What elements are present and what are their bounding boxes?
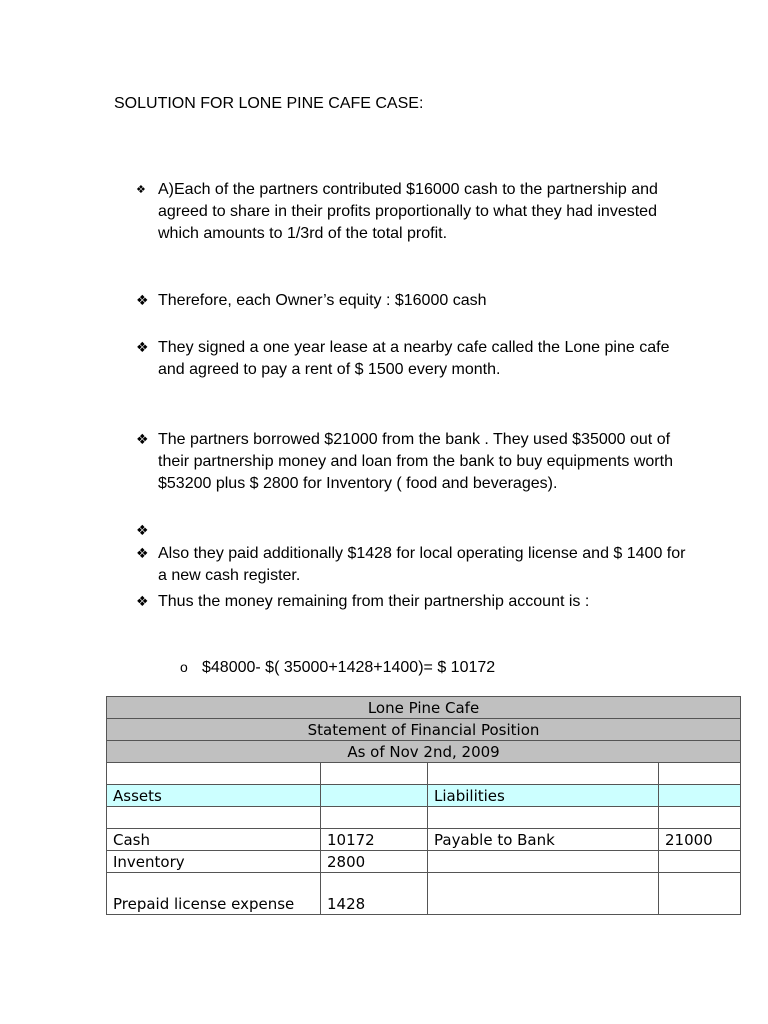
diamond-bullet-icon: ❖ <box>136 594 149 610</box>
bullet-text: Therefore, each Owner’s equity : $16000 cash <box>158 292 487 309</box>
diamond-bullet-icon: ❖ <box>136 546 149 562</box>
statement-date: As of Nov 2nd, 2009 <box>107 741 741 763</box>
company-name: Lone Pine Cafe <box>107 697 741 719</box>
circle-bullet-icon: o <box>180 659 188 675</box>
bullet-text: They signed a one year lease at a nearby cafe called the Lone pine cafe and agreed to pay a rent of $ 1500 every month. <box>158 339 670 378</box>
bullet-item-lease <box>136 337 696 381</box>
diamond-bullet-icon: ❖ <box>136 523 149 539</box>
financial-position-table <box>106 696 741 915</box>
table-row <box>107 829 741 851</box>
liability-value <box>659 873 741 915</box>
bullet-item-equity <box>136 290 696 312</box>
statement-name: Statement of Financial Position <box>107 719 741 741</box>
table-section-row <box>107 785 741 807</box>
bullet-text: The partners borrowed $21000 from the bank . They used $35000 out of their partnership money and loan from the bank to buy equipments worth $53200 plus $ 2800 for Inventory ( food and beverages). <box>158 431 673 492</box>
table-header-row <box>107 719 741 741</box>
diamond-bullet-icon: ❖ <box>136 340 149 356</box>
table-row-blank <box>107 807 741 829</box>
page-title: SOLUTION FOR LONE PINE CAFE CASE: <box>114 95 424 112</box>
table-header-row <box>107 697 741 719</box>
sub-bullet-calculation <box>180 656 495 679</box>
table-header-row <box>107 741 741 763</box>
asset-value: 10172 <box>321 829 428 851</box>
bullet-item-contribution <box>136 179 696 245</box>
asset-value: 2800 <box>321 851 428 873</box>
liability-label <box>428 851 659 873</box>
diamond-bullet-icon: ❖ <box>136 183 146 196</box>
table-row-blank <box>107 763 741 785</box>
asset-value: 1428 <box>321 873 428 915</box>
bullet-item-loan <box>136 429 696 495</box>
asset-label: Prepaid license expense <box>107 873 321 915</box>
calculation-text: $48000- $( 35000+1428+1400)= $ 10172 <box>202 659 496 676</box>
liability-value <box>659 851 741 873</box>
asset-label: Inventory <box>107 851 321 873</box>
liabilities-header: Liabilities <box>428 785 659 807</box>
table-row <box>107 873 741 915</box>
liability-label: Payable to Bank <box>428 829 659 851</box>
bullet-text: Thus the money remaining from their partnership account is : <box>158 593 590 610</box>
assets-header: Assets <box>107 785 321 807</box>
bullet-item-license <box>136 543 696 587</box>
table-row <box>107 851 741 873</box>
diamond-bullet-icon: ❖ <box>136 293 149 309</box>
bullet-item-remaining <box>136 591 696 613</box>
bullet-text: Also they paid additionally $1428 for local operating license and $ 1400 for a new cash register. <box>158 545 686 584</box>
liability-value: 21000 <box>659 829 741 851</box>
bullet-text: A)Each of the partners contributed $16000 cash to the partnership and agreed to share in their profits proportionally to what they had invested which amounts to 1/3rd of the total profit. <box>158 181 658 242</box>
liability-label <box>428 873 659 915</box>
diamond-bullet-icon: ❖ <box>136 432 149 448</box>
asset-label: Cash <box>107 829 321 851</box>
